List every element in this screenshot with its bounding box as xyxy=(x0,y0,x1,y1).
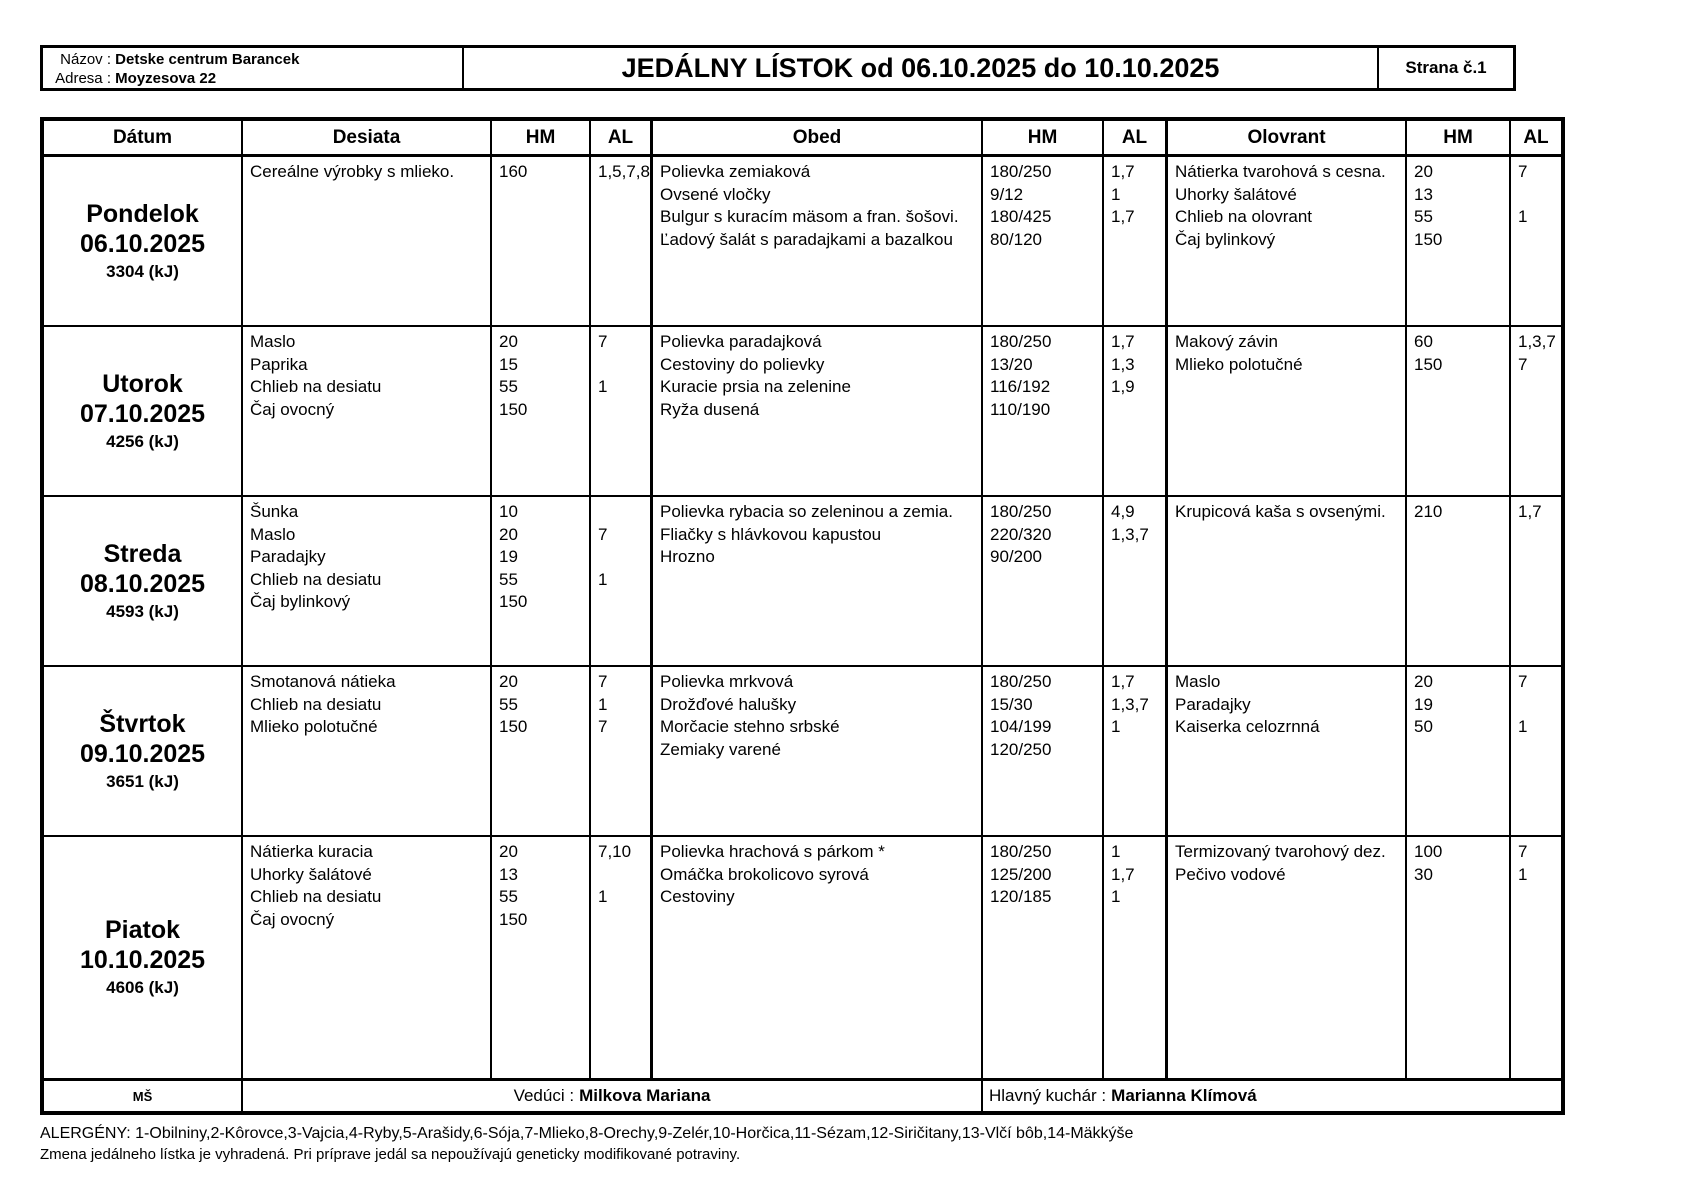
meal-item-name: Kuracie prsia na zelenine xyxy=(660,377,851,396)
desiata-name-column xyxy=(243,497,492,665)
meal-item-hm: 180/250 xyxy=(990,162,1052,181)
olovrant-al-column xyxy=(1511,497,1561,665)
meal-item-name: Chlieb na desiatu xyxy=(250,569,382,589)
meal-item-al: 1 xyxy=(598,569,608,589)
meal-item-hm: 55 xyxy=(499,694,518,714)
meal-item-hm: 125/200 xyxy=(990,864,1052,884)
meal-item-name: Mlieko polotučné xyxy=(1175,354,1303,374)
meal-item-name: Cestoviny xyxy=(660,887,735,906)
meal-item-al: 1 xyxy=(1518,864,1528,884)
meal-item-al: 1,5,7,8 xyxy=(598,162,650,181)
obed-name-column xyxy=(653,157,983,325)
meal-item-hm: 10 xyxy=(499,502,518,521)
meal-item-hm: 13/20 xyxy=(990,354,1033,374)
meal-item-name: Zemiaky varené xyxy=(660,739,781,759)
meal-item-al xyxy=(591,546,650,569)
meal-item-hm: 90/200 xyxy=(990,547,1042,566)
meal-item-hm: 55 xyxy=(499,887,518,906)
desiata-hm-column xyxy=(492,497,591,665)
meal-item-hm: 100 xyxy=(1414,842,1443,861)
meal-item-hm: 15/30 xyxy=(990,694,1033,714)
meal-item-al: 1,7 xyxy=(1111,207,1135,226)
day-date: 08.10.2025 xyxy=(79,569,206,598)
day-date: 07.10.2025 xyxy=(79,399,206,428)
day-row-utorok xyxy=(44,327,1561,497)
menu-table xyxy=(40,117,1565,1115)
meal-item-hm: 150 xyxy=(499,399,528,419)
column-header-desiata-hm: HM xyxy=(492,121,591,154)
desiata-name-column xyxy=(243,157,492,325)
meal-item-name: Drožďové halušky xyxy=(660,694,797,714)
meal-item-hm: 150 xyxy=(1414,229,1443,249)
meal-item-al: 7 xyxy=(1518,842,1528,861)
meal-item-al xyxy=(1104,399,1165,422)
meal-item-name: Bulgur s kuracím mäsom a fran. šošovi. xyxy=(660,207,959,226)
table-header-row xyxy=(44,121,1561,157)
meal-item-al: 1 xyxy=(598,694,608,714)
olovrant-hm-column xyxy=(1407,327,1511,495)
meal-item-name: Uhorky šalátové xyxy=(250,864,372,884)
meal-item-name: Čaj ovocný xyxy=(250,399,335,419)
column-header-datum: Dátum xyxy=(44,121,243,154)
document-header xyxy=(40,45,1516,91)
meal-item-al xyxy=(1511,184,1561,207)
olovrant-hm-column xyxy=(1407,667,1511,835)
desiata-hm-column xyxy=(492,327,591,495)
meal-item-name: Maslo xyxy=(1175,672,1221,691)
column-header-olovrant-al: AL xyxy=(1523,126,1549,148)
day-name: Štvrtok xyxy=(99,709,186,738)
obed-al-column xyxy=(1104,157,1168,325)
desiata-al-column xyxy=(591,497,653,665)
facility-name-value: Detske centrum Barancek xyxy=(115,51,300,68)
meal-item-al: 1 xyxy=(1111,184,1121,204)
meal-item-al xyxy=(591,864,650,887)
olovrant-name-column xyxy=(1168,327,1407,495)
menu-title: JEDÁLNY LÍSTOK od 06.10.2025 do 10.10.2025 xyxy=(621,53,1220,83)
day-row-piatok xyxy=(44,837,1561,1081)
manager-label: Vedúci : xyxy=(513,1086,575,1105)
meal-item-hm: 180/250 xyxy=(990,842,1052,861)
meal-item-al xyxy=(1511,694,1561,717)
meal-item-name: Chlieb na olovrant xyxy=(1175,207,1313,226)
meal-item-name: Pečivo vodové xyxy=(1175,864,1286,884)
obed-hm-column xyxy=(983,667,1104,835)
day-energy: 4593 (kJ) xyxy=(106,601,179,621)
desiata-name-column xyxy=(243,837,492,1078)
meal-item-hm: 150 xyxy=(499,717,528,736)
page-number: Strana č.1 xyxy=(1377,48,1513,88)
olovrant-al-column xyxy=(1511,667,1561,835)
olovrant-name-column xyxy=(1168,157,1407,325)
desiata-al-column xyxy=(591,157,653,325)
meal-item-name: Šunka xyxy=(250,502,299,521)
meal-item-name: Nátierka tvarohová s cesna. xyxy=(1175,162,1386,181)
meal-item-name: Polievka paradajková xyxy=(660,332,822,351)
obed-hm-column xyxy=(983,327,1104,495)
meal-item-al: 1,7 xyxy=(1111,672,1135,691)
desiata-name-column xyxy=(243,667,492,835)
meal-item-hm: 160 xyxy=(499,162,528,181)
meal-item-name: Polievka mrkvová xyxy=(660,672,794,691)
meal-item-name: Maslo xyxy=(250,332,296,351)
meal-item-al: 1,3,7 xyxy=(1111,524,1149,544)
facility-address-value: Moyzesova 22 xyxy=(115,70,217,87)
meal-item-hm: 20 xyxy=(499,842,518,861)
meal-item-al: 1,3,7 xyxy=(1111,694,1149,714)
olovrant-name-column xyxy=(1168,497,1407,665)
day-energy: 3651 (kJ) xyxy=(106,771,179,791)
meal-item-al: 1 xyxy=(1111,842,1121,861)
table-footer-row xyxy=(44,1081,1561,1111)
desiata-hm-column xyxy=(492,157,591,325)
meal-item-hm: 150 xyxy=(499,909,528,929)
meal-item-name: Paradajky xyxy=(250,547,326,566)
meal-item-hm: 80/120 xyxy=(990,229,1042,249)
meal-item-al: 1,9 xyxy=(1111,377,1135,396)
meal-item-name: Chlieb na desiatu xyxy=(250,694,382,714)
obed-al-column xyxy=(1104,837,1168,1078)
olovrant-name-column xyxy=(1168,667,1407,835)
meal-item-al: 1,7 xyxy=(1111,332,1135,351)
meal-item-hm: 13 xyxy=(1414,184,1433,204)
column-header-obed-al: AL xyxy=(1104,121,1168,154)
meal-item-al xyxy=(1104,229,1165,252)
chef-label: Hlavný kuchár : xyxy=(989,1086,1107,1105)
meal-item-name: Paprika xyxy=(250,354,308,374)
document-content xyxy=(40,45,1565,1165)
day-date: 10.10.2025 xyxy=(79,946,206,974)
meal-item-hm: 180/425 xyxy=(990,207,1052,226)
column-header-obed-hm: HM xyxy=(983,121,1104,154)
olovrant-al-column xyxy=(1511,157,1561,325)
meal-item-al xyxy=(591,909,650,932)
obed-name-column xyxy=(653,837,983,1078)
meal-item-name: Chlieb na desiatu xyxy=(250,377,382,396)
meal-item-hm: 30 xyxy=(1414,864,1433,884)
meal-item-al: 7,10 xyxy=(598,842,632,861)
meal-item-hm: 19 xyxy=(499,547,518,566)
meal-item-hm: 19 xyxy=(1414,694,1433,714)
meal-item-al: 7 xyxy=(598,332,608,351)
meal-item-name: Čaj ovocný xyxy=(250,909,335,929)
manager-name: Milkova Mariana xyxy=(579,1086,711,1105)
meal-item-name: Čaj bylinkový xyxy=(250,592,351,611)
obed-name-column xyxy=(653,667,983,835)
facility-info xyxy=(43,48,464,88)
meal-item-name: Smotanová nátieka xyxy=(250,672,396,691)
column-header-desiata: Desiata xyxy=(243,121,492,154)
meal-item-name: Fliačky s hlávkovou kapustou xyxy=(660,524,882,544)
desiata-al-column xyxy=(591,667,653,835)
meal-item-hm: 15 xyxy=(499,354,518,374)
meal-item-name: Hrozno xyxy=(660,547,715,566)
day-name: Piatok xyxy=(104,916,181,944)
olovrant-hm-column xyxy=(1407,157,1511,325)
olovrant-al-column xyxy=(1511,327,1561,495)
meal-item-hm: 110/190 xyxy=(990,399,1051,419)
meal-item-name: Omáčka brokolicovo syrová xyxy=(660,864,869,884)
olovrant-hm-column xyxy=(1407,497,1511,665)
meal-item-hm: 220/320 xyxy=(990,524,1052,544)
meal-item-hm: 180/250 xyxy=(990,332,1052,351)
day-name: Pondelok xyxy=(86,199,199,228)
meal-item-hm: 55 xyxy=(499,569,518,589)
meal-item-name: Cestoviny do polievky xyxy=(660,354,825,374)
meal-item-al: 1 xyxy=(1518,207,1528,226)
column-header-obed: Obed xyxy=(653,121,983,154)
manager-cell xyxy=(243,1081,983,1111)
meal-item-name: Chlieb na desiatu xyxy=(250,887,382,906)
meal-item-al xyxy=(591,591,650,614)
meal-item-name: Ľadový šalát s paradajkami a bazalkou xyxy=(660,229,953,249)
meal-item-hm: 20 xyxy=(499,672,518,691)
meal-item-name: Mlieko polotučné xyxy=(250,717,378,736)
meal-item-al: 1 xyxy=(1518,717,1528,736)
meal-item-name: Maslo xyxy=(250,524,296,544)
olovrant-hm-column xyxy=(1407,837,1511,1078)
column-header-olovrant: Olovrant xyxy=(1168,121,1407,154)
obed-name-column xyxy=(653,327,983,495)
facility-address-line xyxy=(49,69,458,88)
meal-item-name: Morčacie stehno srbské xyxy=(660,717,840,736)
meal-item-hm: 120/185 xyxy=(990,887,1052,906)
meal-item-hm: 60 xyxy=(1414,332,1433,351)
meal-item-hm: 13 xyxy=(499,864,518,884)
meal-item-name: Ryža dusená xyxy=(660,399,760,419)
disclaimer-note: Zmena jedálneho lístka je vyhradená. Pri príprave jedál sa nepoužívajú geneticky modifikované potraviny. xyxy=(40,1146,741,1163)
desiata-hm-column xyxy=(492,667,591,835)
meal-item-al xyxy=(1104,739,1165,762)
obed-al-column xyxy=(1104,667,1168,835)
meal-item-al xyxy=(1104,546,1165,569)
chef-cell xyxy=(983,1081,1561,1111)
meal-item-al: 7 xyxy=(598,672,608,691)
day-name: Utorok xyxy=(102,369,183,398)
meal-item-hm: 55 xyxy=(499,377,518,396)
desiata-hm-column xyxy=(492,837,591,1078)
obed-hm-column xyxy=(983,497,1104,665)
facility-name-line xyxy=(49,50,458,69)
meal-item-al: 4,9 xyxy=(1111,502,1135,521)
meal-item-al: 7 xyxy=(598,524,608,544)
date-cell xyxy=(44,157,243,325)
column-header-olovrant-hm: HM xyxy=(1407,121,1511,154)
meal-item-hm: 120/250 xyxy=(990,739,1052,759)
meal-item-name: Krupicová kaša s ovsenými. xyxy=(1175,502,1386,521)
meal-item-name: Nátierka kuracia xyxy=(250,842,373,861)
meal-item-hm: 55 xyxy=(1414,207,1433,226)
date-cell xyxy=(44,497,243,665)
desiata-al-column xyxy=(591,327,653,495)
allergens-note: ALERGÉNY: 1-Obilniny,2-Kôrovce,3-Vajcia,4-Ryby,5-Arašidy,6-Sója,7-Mlieko,8-Orechy,9-Zelér,10-Horčica,11-Sézam,12-Siričitany,13-Vlčí bôb,14-Mäkkýše xyxy=(40,1125,1134,1142)
column-header-desiata-al: AL xyxy=(591,121,653,154)
desiata-al-column xyxy=(591,837,653,1078)
olovrant-al-column xyxy=(1511,837,1561,1078)
meal-item-hm: 9/12 xyxy=(990,184,1024,204)
meal-item-hm: 150 xyxy=(499,592,528,611)
obed-hm-column xyxy=(983,157,1104,325)
meal-item-name: Paradajky xyxy=(1175,694,1251,714)
meal-item-hm: 50 xyxy=(1414,717,1433,736)
meal-item-name: Kaiserka celozrnná xyxy=(1175,717,1320,736)
meal-item-al: 1,7 xyxy=(1111,162,1135,181)
day-energy: 3304 (kJ) xyxy=(106,261,179,281)
meal-item-name: Makový závin xyxy=(1175,332,1278,351)
day-name: Streda xyxy=(103,539,182,568)
meal-item-name: Polievka zemiaková xyxy=(660,162,811,181)
olovrant-name-column xyxy=(1168,837,1407,1078)
meal-item-name: Polievka rybacia so zeleninou a zemia. xyxy=(660,502,953,521)
facility-address-label: Adresa : xyxy=(55,70,111,87)
day-date: 09.10.2025 xyxy=(79,739,206,768)
meal-item-name: Ovsené vločky xyxy=(660,184,771,204)
meal-item-al xyxy=(591,399,650,422)
meal-item-hm: 20 xyxy=(499,524,518,544)
meal-item-al: 1 xyxy=(598,887,608,906)
meal-item-al: 1,7 xyxy=(1111,864,1135,884)
notes-section xyxy=(40,1123,1565,1165)
meal-item-al: 7 xyxy=(598,717,608,736)
day-energy: 4606 (kJ) xyxy=(106,978,179,997)
meal-item-al: 1 xyxy=(598,377,608,396)
meal-item-hm: 20 xyxy=(499,332,518,351)
meal-item-al: 1,3,7 xyxy=(1518,332,1556,351)
meal-item-name: Termizovaný tvarohový dez. xyxy=(1175,842,1386,861)
meal-item-al: 7 xyxy=(1518,672,1528,691)
meal-item-hm: 210 xyxy=(1414,502,1443,521)
meal-item-name: Cereálne výrobky s mlieko. xyxy=(250,162,455,181)
facility-name-label: Názov : xyxy=(60,51,111,68)
meal-item-al: 1 xyxy=(1111,887,1121,906)
meal-item-al xyxy=(1511,229,1561,252)
meal-item-al: 1,3 xyxy=(1111,354,1135,374)
meal-item-name: Polievka hrachová s párkom * xyxy=(660,842,885,861)
meal-item-name: Uhorky šalátové xyxy=(1175,184,1297,204)
obed-al-column xyxy=(1104,497,1168,665)
desiata-name-column xyxy=(243,327,492,495)
chef-name: Marianna Klímová xyxy=(1111,1086,1257,1105)
obed-hm-column xyxy=(983,837,1104,1078)
meal-item-hm: 180/250 xyxy=(990,502,1052,521)
obed-al-column xyxy=(1104,327,1168,495)
meal-item-al: 1,7 xyxy=(1518,502,1542,521)
day-row-stvrtok xyxy=(44,667,1561,837)
meal-item-hm: 104/199 xyxy=(990,717,1052,736)
date-cell xyxy=(44,327,243,495)
day-row-pondelok xyxy=(44,157,1561,327)
meal-item-al: 7 xyxy=(1518,354,1528,374)
school-type: MŠ xyxy=(44,1081,243,1111)
day-energy: 4256 (kJ) xyxy=(106,431,179,451)
meal-item-name: Čaj bylinkový xyxy=(1175,229,1276,249)
meal-item-hm: 116/192 xyxy=(990,377,1051,396)
meal-item-hm: 180/250 xyxy=(990,672,1052,691)
date-cell xyxy=(44,667,243,835)
date-cell xyxy=(44,837,243,1078)
day-date: 06.10.2025 xyxy=(79,229,206,258)
meal-item-al xyxy=(591,354,650,377)
meal-item-al xyxy=(591,501,650,524)
meal-item-hm: 20 xyxy=(1414,162,1433,181)
meal-item-al: 1 xyxy=(1111,717,1121,736)
day-row-streda xyxy=(44,497,1561,667)
meal-item-hm: 20 xyxy=(1414,672,1433,691)
obed-name-column xyxy=(653,497,983,665)
meal-item-hm: 150 xyxy=(1414,354,1443,374)
meal-item-al: 7 xyxy=(1518,162,1528,181)
